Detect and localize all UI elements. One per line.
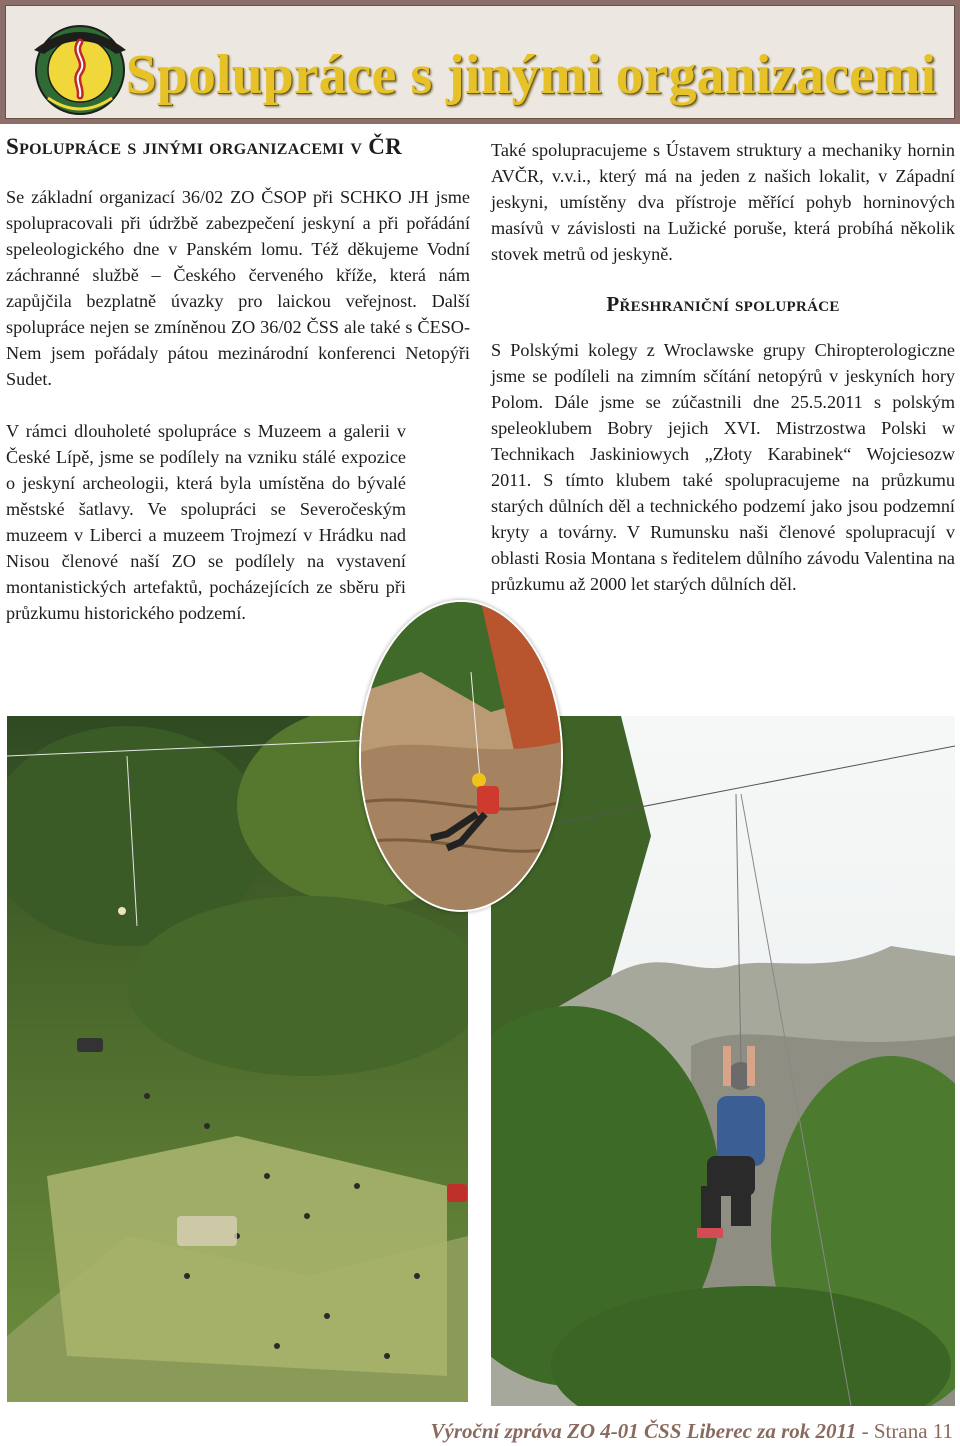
zo-cssr-liberec-logo	[26, 20, 134, 116]
page-header	[0, 0, 960, 124]
section-heading-cr: Spolupráce s jinými organizacemi v ČR	[6, 134, 403, 159]
section-heading-crossborder: Přeshraniční spolupráce	[606, 292, 840, 316]
paragraph-cooperation-cr: Se základní organizací 36/02 ZO ČSOP při SCHKO JH jsme spolupracovali při údržbě zabezpečení jeskyní a při pořádání speleologického dne v Panském lomu. Též děkujeme Vodní záchranné službě – Českého červeného kříže, která nám zapůjčila bezplatně úvazky pro laickou veřejnost. Další spolupráce nejen se zmíněnou ZO 36/02 ČSS ale také s ČESO-Nem jsem pořádaly pátou mezinárodní konferenci Netopýři Sudet.	[6, 187, 470, 389]
paragraph-avcr: Také spolupracujeme s Ústavem struktury a mechaniky hornin AVČR, v.v.i., který má na jeden z našich lokalit, v Západní jeskyni, umístěny dva přístroje měřící pohyb horninových masívů v závislosti na Lužické poruše, která probíhá několik stovek metrů od jeskyně.	[491, 140, 955, 264]
paragraph-crossborder: S Polskými kolegy z Wroclawske grupy Chiropterologiczne jsme se podíleli na zimním sčítání netopýrů v jeskyních hory Polom. Dále jsme se zúčastnili dne 25.5.2011 s polským speleoklubem Bobry jejich XVI. Mistrzostwa Polski w Technikach Jaskiniowych „Złoty Karabinek“ Wojciesozw 2011. S tímto klubem také spolupracujeme na průzkumu starých důlních děl a technického podzemí jako jsou podzemní kryty a továrny. V Rumunsku naši členové spolupracují v oblasti Rosia Montana s ředitelem důlního závodu Valentina na průzkumu až 2000 let starých důlních děl.	[491, 340, 955, 594]
page-footer	[431, 1418, 953, 1444]
right-column	[491, 137, 955, 597]
footer-report-title: Výroční zpráva ZO 4-01 ČSS Liberec za rok 2011	[430, 1419, 857, 1443]
photo-rappelling-rock	[359, 600, 563, 912]
footer-page-number: - Strana 11	[856, 1419, 953, 1443]
photo-climber-on-rope	[491, 716, 955, 1406]
header-panel	[5, 5, 955, 119]
left-column	[6, 132, 470, 626]
paragraph-museum-cooperation: V rámci dlouholeté spolupráce s Muzeem a galerii v České Lípě, jsme se podílely na vzniku stálé expozice o jeskyní archeologii, která byla umístěna do bývalé městské šatlavy. Ve spolupráci se Severočeským muzeem v Liberci a muzeem Trojmezí v Hrádku nad Nisou členové naší ZO se podílely na vystavení montanistických artefaktů, pocházejících ze sběru při průzkumu historického podzemí.	[6, 421, 406, 623]
page-title: Spolupráce s jinými organizacemi	[125, 44, 936, 106]
